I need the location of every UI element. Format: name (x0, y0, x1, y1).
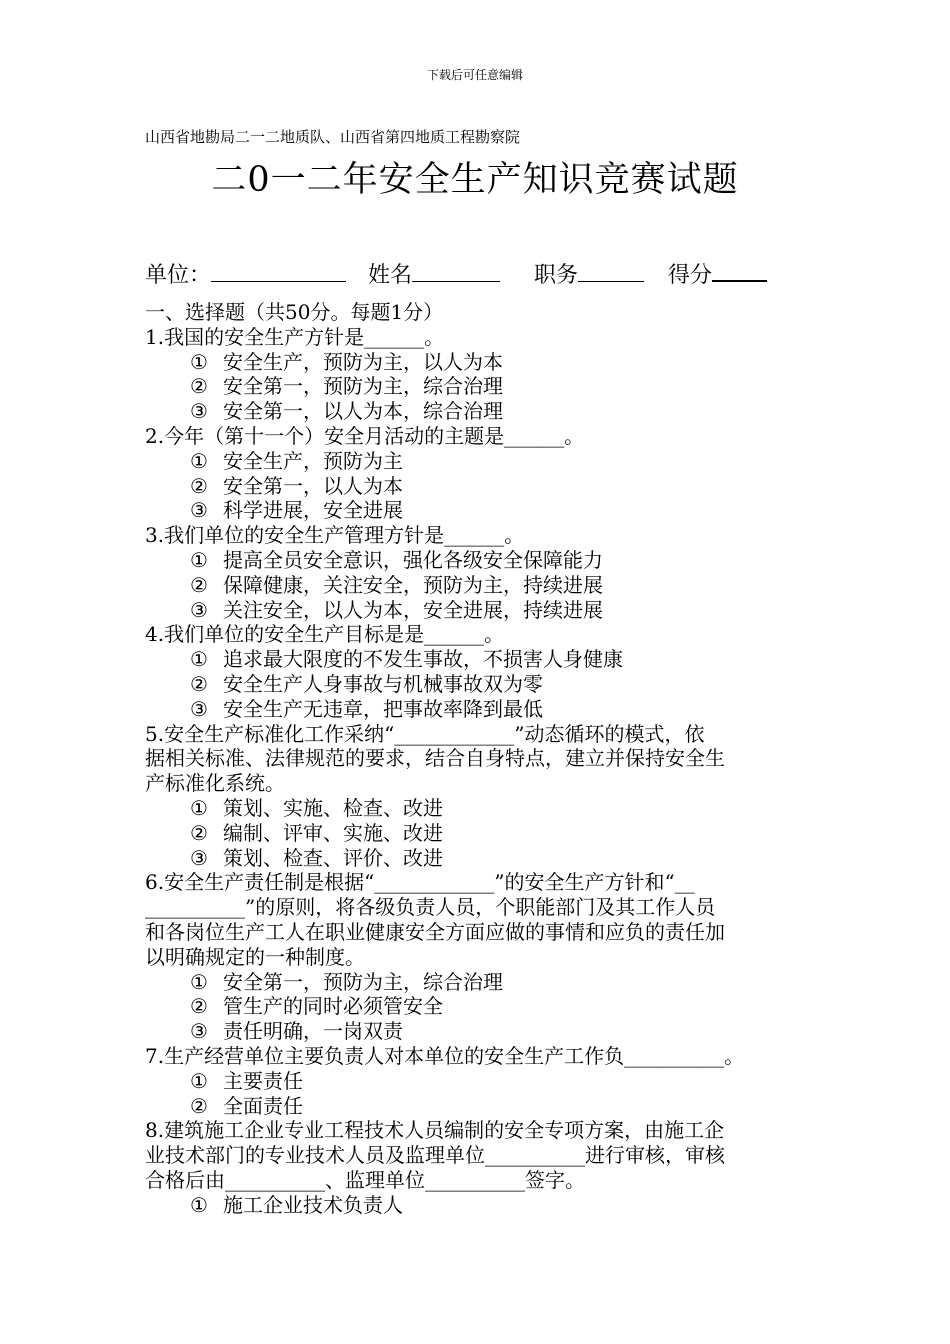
question-text: __________”的原则，将各级负责人员，个职能部门及其工作人员 (145, 895, 716, 920)
answer-option (145, 474, 810, 499)
option-mark: ③ (190, 597, 208, 622)
option-mark: ③ (190, 845, 208, 870)
answer-option (145, 846, 810, 871)
option-text: 安全生产人身事故与机械事故双为零 (223, 671, 543, 696)
answer-option (145, 796, 810, 821)
question-text: 8.建筑施工企业专业工程技术人员编制的安全专项方案，由施工企 (145, 1118, 725, 1143)
question-text: 3.我们单位的安全生产管理方针是______。 (145, 523, 525, 548)
answer-option (145, 548, 810, 573)
option-mark: ① (190, 349, 208, 374)
option-text: 策划、实施、检查、改进 (223, 795, 443, 820)
option-mark: ③ (190, 1019, 208, 1044)
name-label: 姓名 (368, 263, 413, 288)
option-text: 保障健康，关注安全，预防为主，持续进展 (223, 572, 603, 597)
info-row (145, 258, 805, 289)
question-text: 和各岗位生产工人在职业健康安全方面应做的事情和应负的责任加 (145, 919, 725, 944)
question-list (145, 300, 810, 1217)
option-mark: ② (190, 572, 208, 597)
score-blank[interactable] (712, 260, 767, 282)
answer-option (145, 598, 810, 623)
header-note: 下载后可任意编辑 (426, 68, 523, 82)
option-text: 关注安全，以人为本，安全进展，持续进展 (223, 597, 603, 622)
option-text: 安全生产，预防为主，以人为本 (223, 349, 503, 374)
question-text: 合格后由__________、监理单位__________签字。 (145, 1167, 585, 1192)
score-label: 得分 (668, 263, 713, 288)
answer-option (145, 672, 810, 697)
option-mark: ② (190, 671, 208, 696)
option-text: 安全生产，预防为主 (223, 448, 403, 473)
option-mark: ① (190, 1192, 208, 1217)
section-heading: 一、选择题（共50分。每题1分） (145, 300, 444, 324)
option-mark: ① (190, 547, 208, 572)
position-label: 职务 (534, 263, 579, 288)
option-mark: ③ (190, 696, 208, 721)
answer-option (145, 573, 810, 598)
option-mark: ② (190, 1093, 208, 1118)
answer-option (145, 1094, 810, 1119)
question-text: 业技术部门的专业技术人员及监理单位__________进行审核，审核 (145, 1143, 725, 1168)
option-text: 全面责任 (223, 1093, 303, 1118)
question-text: 2.今年（第十一个）安全月活动的主题是______。 (145, 423, 585, 448)
option-mark: ① (190, 448, 208, 473)
unit-label: 单位： (145, 263, 212, 288)
answer-option (145, 1069, 810, 1094)
option-mark: ① (190, 647, 208, 672)
option-text: 安全第一，预防为主，综合治理 (223, 969, 503, 994)
organization-line: 山西省地勘局二一二地质队、山西省第四地质工程勘察院 (145, 128, 521, 146)
option-mark: ② (190, 994, 208, 1019)
option-mark: ① (190, 1068, 208, 1093)
option-text: 安全第一，以人为本，综合治理 (223, 399, 503, 424)
answer-option (145, 647, 810, 672)
option-text: 编制、评审、实施、改进 (223, 820, 443, 845)
option-text: 安全生产无违章，把事故率降到最低 (223, 696, 543, 721)
question-text: 以明确规定的一种制度。 (145, 944, 365, 969)
option-mark: ② (190, 820, 208, 845)
option-mark: ① (190, 969, 208, 994)
option-mark: ① (190, 795, 208, 820)
answer-option (145, 449, 810, 474)
answer-option (145, 970, 810, 995)
answer-option (145, 374, 810, 399)
question-text: 7.生产经营单位主要负责人对本单位的安全生产工作负__________。 (145, 1043, 745, 1068)
answer-option (145, 350, 810, 375)
answer-option (145, 399, 810, 424)
position-blank[interactable] (578, 261, 644, 282)
question-text: 产标准化系统。 (145, 771, 285, 796)
question-text: 4.我们单位的安全生产目标是是______。 (145, 622, 505, 647)
answer-option (145, 994, 810, 1019)
answer-option (145, 1019, 810, 1044)
answer-option (145, 498, 810, 523)
option-text: 安全第一，预防为主，综合治理 (223, 374, 503, 399)
name-blank[interactable] (412, 261, 500, 282)
option-mark: ③ (190, 498, 208, 523)
question-text: 1.我国的安全生产方针是______。 (145, 324, 445, 349)
answer-option (145, 821, 810, 846)
option-text: 提高全员安全意识，强化各级安全保障能力 (223, 547, 603, 572)
answer-option (145, 697, 810, 722)
option-text: 管生产的同时必须管安全 (223, 994, 443, 1019)
option-text: 主要责任 (223, 1068, 303, 1093)
question-text: 6.安全生产责任制是根据“____________”的安全生产方针和“__ (145, 870, 695, 895)
question-text: 据相关标准、法律规范的要求，结合自身特点，建立并保持安全生 (145, 746, 725, 771)
option-text: 追求最大限度的不发生事故，不损害人身健康 (223, 647, 623, 672)
option-text: 科学进展，安全进展 (223, 498, 403, 523)
question-text: 5.安全生产标准化工作采纳“____________”动态循环的模式，依 (145, 721, 705, 746)
page-title: 二0一二年安全生产知识竞赛试题 (211, 160, 739, 200)
option-text: 施工企业技术负责人 (223, 1192, 403, 1217)
unit-blank[interactable] (211, 261, 346, 282)
option-text: 安全第一，以人为本 (223, 473, 403, 498)
answer-option (145, 1193, 810, 1218)
option-mark: ② (190, 374, 208, 399)
option-mark: ② (190, 473, 208, 498)
option-text: 责任明确，一岗双责 (223, 1019, 403, 1044)
option-text: 策划、检查、评价、改进 (223, 845, 443, 870)
option-mark: ③ (190, 399, 208, 424)
